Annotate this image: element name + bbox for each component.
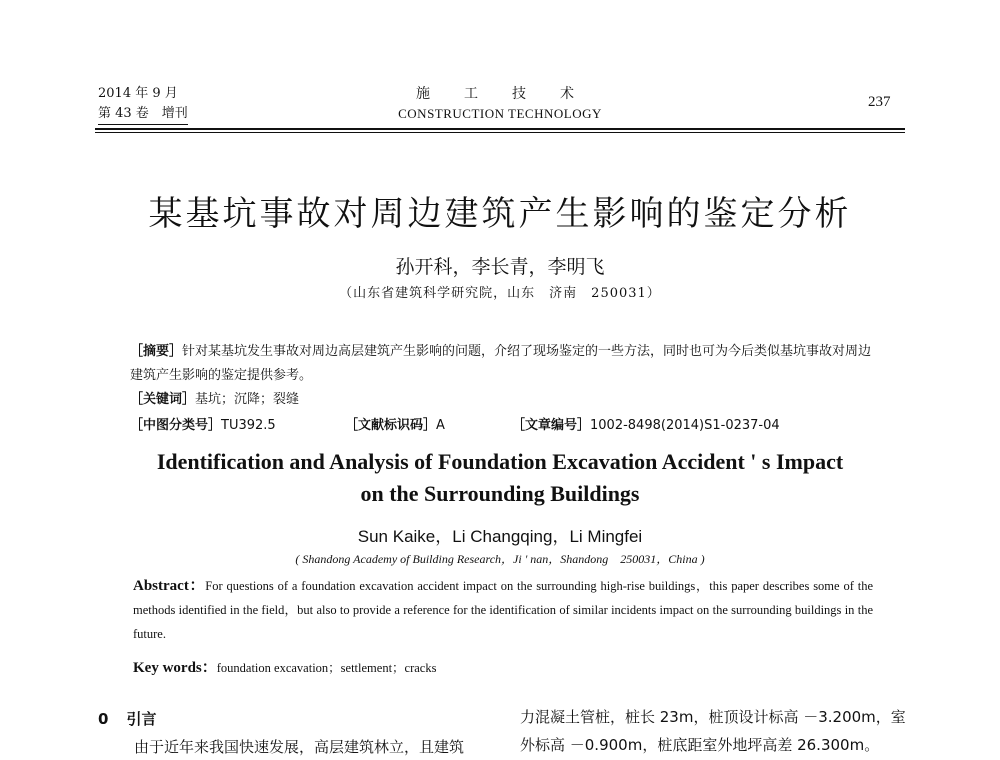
abstract-cn-label: ［摘要］ — [130, 344, 183, 359]
article-number — [512, 414, 780, 433]
article-title-en — [0, 446, 1000, 510]
title-en-line1: Identification and Analysis of Foundation Excavation Accident ' s Impact — [156, 449, 844, 474]
body-left-line: 由于近年来我国快速发展，高层建筑林立，且建筑 — [134, 738, 465, 756]
section-number: 0 — [98, 710, 109, 728]
abstract-en-label: Abstract： — [133, 578, 206, 594]
body-right-line-2: 外标高 －0.900m，桩底距室外地坪高差 26.300m。 — [520, 736, 880, 754]
section-title: 引言 — [126, 710, 157, 728]
section-heading — [98, 708, 156, 729]
keywords-cn — [130, 388, 875, 412]
class-number-value: TU392.5 — [221, 418, 276, 433]
affiliation-cn: （山东省建筑科学研究院，山东 济南 250031） — [339, 286, 661, 301]
journal-name-cn: 施 工 技 术 — [416, 86, 584, 102]
document-code-value: A — [436, 418, 445, 433]
keywords-cn-text: 基坑；沉降；裂缝 — [195, 392, 300, 407]
abstract-en-text: For questions of a foundation excavation accident impact on the surrounding high-rise buildings，this paper describes some of the methods identified in the field，but also to provide a reference for the identification of similar incidents impact on the surrounding buildings in the future. — [133, 579, 873, 641]
keywords-cn-label: ［关键词］ — [130, 392, 196, 407]
header-date: 2014 年 9 月 — [98, 86, 178, 101]
class-number-label: ［中图分类号］ — [130, 418, 222, 433]
keywords-en — [133, 656, 436, 677]
header-journal — [0, 84, 1000, 124]
journal-name-en: CONSTRUCTION TECHNOLOGY — [398, 106, 602, 121]
title-en-line2: on the Surrounding Buildings — [360, 481, 640, 506]
article-title-cn: 某基坑事故对周边建筑产生影响的鉴定分析 — [148, 194, 852, 234]
authors-en: Sun Kaike，Li Changqing，Li Mingfei — [357, 527, 643, 546]
abstract-cn-block — [130, 340, 875, 412]
affiliation-en: ( Shandong Academy of Building Research，Ji ' nan，Shandong 250031，China ) — [295, 552, 705, 566]
body-right-line-1: 力混凝土管桩，桩长 23m，桩顶设计标高 －3.200m，室 — [520, 708, 906, 726]
article-number-value: 1002-8498(2014)S1-0237-04 — [590, 418, 780, 433]
abstract-cn — [130, 340, 875, 388]
article-number-label: ［文章编号］ — [512, 418, 591, 433]
document-code — [345, 414, 445, 433]
keywords-en-text: foundation excavation；settlement；cracks — [216, 661, 437, 675]
header-rule-thick — [95, 128, 905, 130]
header-rule-thin — [95, 132, 905, 133]
authors-cn: 孙开科，李长青，李明飞 — [395, 256, 605, 278]
abstract-en — [133, 574, 873, 646]
header-volume: 第 43 卷 增刊 — [98, 104, 188, 125]
keywords-en-label: Key words： — [133, 660, 217, 676]
abstract-cn-text: 针对某基坑发生事故对周边高层建筑产生影响的问题，介绍了现场鉴定的一些方法，同时也可为今后类似基坑事故对周边建筑产生影响的鉴定提供参考。 — [130, 344, 872, 383]
document-code-label: ［文献标识码］ — [345, 418, 437, 433]
page-number: 237 — [868, 94, 891, 110]
class-number — [130, 414, 276, 433]
